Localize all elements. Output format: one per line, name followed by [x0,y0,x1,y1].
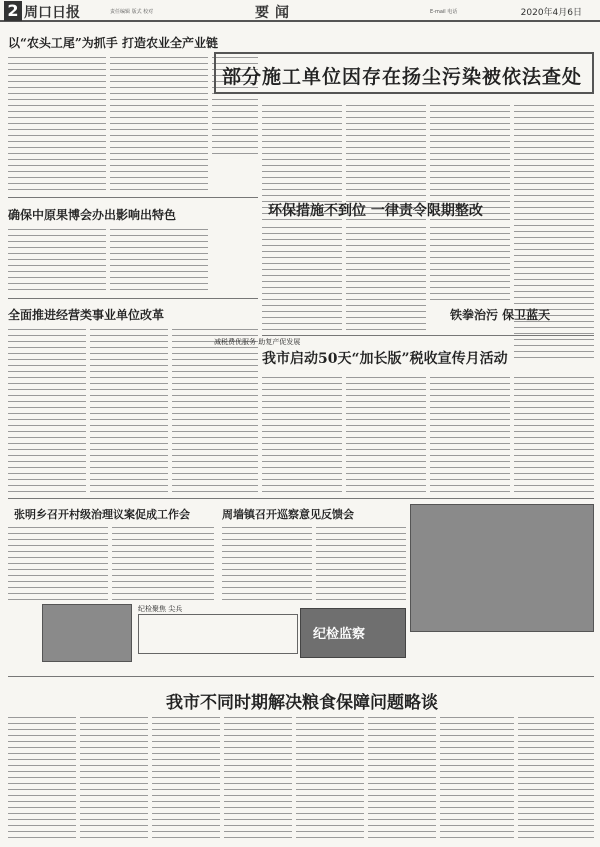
article-a5-text-col3 [430,222,510,302]
article-a3-text-col3 [172,324,258,494]
promo-banner [300,608,406,658]
article-a8-text-col2 [112,522,214,602]
promo-title: 纪检聚焦 尖兵 [138,605,183,613]
article-a10-text-col1 [8,712,76,842]
article-a10-text-col6 [368,712,436,842]
kicker-a7: 减税费优服务 助复产促发展 [214,338,301,346]
article-a10-text-col3 [152,712,220,842]
photo-caption [410,636,594,672]
main-headline-box [214,52,594,94]
divider [8,676,594,677]
article-a10-text-col4 [224,712,292,842]
paper-name: 周口日报 [24,5,80,21]
headline-a2: 确保中原果博会办出影响出特色 [8,208,177,222]
headline-a7: 我市启动50天“加长版”税收宣传月活动 [262,351,508,367]
section-title: 要闻 [255,5,295,21]
article-a10-text-col2 [80,712,148,842]
article-a7-text-col4 [514,372,594,494]
article-a9-text-col2 [316,522,406,602]
article-a2-text-col1 [8,224,106,294]
article-a2-text-col2 [110,224,208,294]
divider [8,197,258,198]
article-a3-text-col2 [90,324,168,494]
divider [8,498,594,499]
divider [262,335,594,336]
promo-quote-box [138,614,298,654]
headline-a4: 部分施工单位因存在扬尘污染被依法查处 [222,66,583,88]
headline-a8: 张明乡召开村级治理议案促成工作会 [14,508,190,521]
headline-a5: 环保措施不到位 一律责令限期整改 [268,203,483,219]
headline-a9: 周墙镇召开巡察意见反馈会 [222,508,354,521]
discipline-photo [42,604,132,662]
page-header [0,0,600,22]
headline-a1: 以“农头工尾”为抓手 打造农业全产业链 [8,36,218,50]
article-a5-text-col1 [262,222,342,332]
article-a7-text-col3 [430,372,510,494]
article-a10-text-col5 [296,712,364,842]
article-a1-text-col1 [8,52,106,192]
article-a8-text-col1 [8,522,108,602]
news-photo [410,504,594,632]
article-a10-text-col7 [440,712,514,842]
article-a1-text-col2 [110,52,208,192]
article-a5-text-col2 [346,222,426,332]
article-a9-text-col1 [222,522,312,602]
header-meta-left: 责任编辑 版式 校对 [110,9,154,15]
header-meta-right: E-mail 电话 [430,9,458,15]
issue-date: 2020年4月6日 [520,8,582,18]
page-number: 2 [4,1,22,21]
article-a7-text-col2 [346,372,426,494]
kicker-a6: 铁拳治污 保卫蓝天 [450,308,551,322]
article-a3-text-col1 [8,324,86,494]
divider [8,298,258,299]
article-a7-text-col1 [262,372,342,494]
headline-a3: 全面推进经营类事业单位改革 [8,308,165,322]
promo-slogan: 纪检监察 [313,627,366,642]
article-a10-text-col8 [518,712,594,842]
headline-a10: 我市不同时期解决粮食保障问题略谈 [166,693,438,713]
